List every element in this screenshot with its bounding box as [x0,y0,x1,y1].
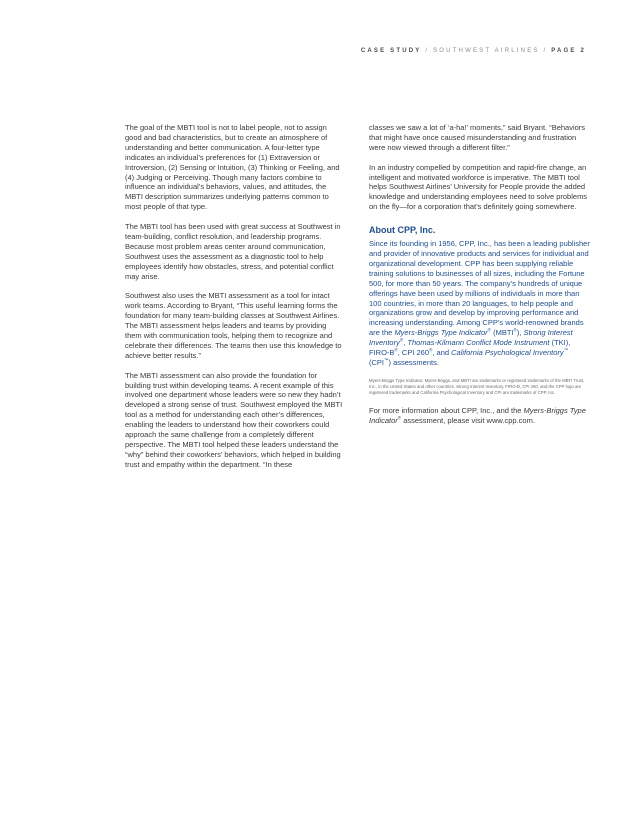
paragraph: The MBTI assessment can also provide the foundation for building trust within developing teams. A recent example of this involved one department whose leaders were so new they hadn’t developed a strong sense of trust. Southwest employed the MBTI tool as a method for understanding each other’s differences, enabling the leaders to understand how their coworkers could approach the same challenge from a completely different perspective. The MBTI tool helped these leaders understand the “why” behind their coworkers’ behaviors, which helped in building trust and empathy within the department. “In these [125,370,343,469]
brand-strong: Strong Interest Inventory [369,328,573,348]
brand-cpi: California Psychological Inventory [451,348,564,358]
about-heading: About CPP, Inc. [369,225,436,236]
paragraph: The goal of the MBTI tool is not to label people, not to assign good and bad characteristics, but to create an atmosphere of understanding and better communication. A four-letter type indicates an individual’s preferences for (1) Extraversion or Introversion, (2) Sensing or Intuition, (3) Thinking or Feeling, and (4) Judging or Perceiving. Though many factors combine to influence an individual’s behaviors, values, and attitudes, the MBTI description summarizes underlying patterns common to most people of that type. [125,123,340,212]
trademark-notice: Myers-Briggs Type Indicator, Myers-Briggs, and MBTI are trademarks or registered trademarks of the MBTI Trust, Inc., in the United States and other countries. Strong Interest Inventory, FIRO-B, CPI 260, and the CPP logo are registered trademarks and California Psychological Inventory and CPI are trademarks of CPP, Inc. [369,377,585,395]
paragraph: classes we saw a lot of ‘a-ha!’ moments,” said Bryant. “Behaviors that might have once caused misunderstanding and frustration were now viewed through a different filter.” [369,123,586,152]
right-column [369,123,591,426]
about-paragraph: Since its founding in 1956, CPP, Inc., has been a leading publisher and provider of innovative products and services for individual and organizational development. CPP has been supplying reliable training solutions to businesses of all sizes, including the Fortune 500, for more than 50 years. The company’s hundreds of unique offerings have been used by millions of individuals in more than 100 countries, in more than 20 languages, to help people and organizations grow and develop by improving performance and increasing understanding. Among CPP’s world-renowned brands are the Myers-Briggs Type Indicator® (MBTI®), Strong Interest Inventory®, Thomas-Kilmann Conflict Mode Instrument (TKI), FIRO-B®, CPI 260®, and California Psychological Inventory™ (CPI™) assessments. [369,239,590,368]
paragraph: Southwest also uses the MBTI assessment as a tool for intact work teams. According to Bryant, “This useful learning forms the foundation for many team-building classes at Southwest Airlines. The MBTI assessment helps leaders and teams by providing them with communication tools, helping them to recognize and celebrate their differences. The teams then use this knowledge to achieve better results.” [125,291,342,360]
brand-mbti: Myers-Briggs Type Indicator [369,405,586,425]
header-company: SOUTHWEST AIRLINES [433,48,540,54]
page-header [361,48,586,54]
brand-mbti: Myers-Briggs Type Indicator [394,328,488,338]
more-info-paragraph: For more information about CPP, Inc., and the Myers-Briggs Type Indicator® assessment, please visit www.cpp.com. [369,405,586,425]
paragraph: The MBTI tool has been used with great success at Southwest in team-building, conflict resolution, and leadership programs. Because most problem areas center around communication, Southwest uses the assessment as a diagnostic tool to help employees identify how obstacles, stress, and potential conflict may arise. [125,222,341,281]
header-separator: / [539,48,552,54]
brand-tki: Thomas-Kilmann Conflict Mode Instrument [407,338,550,348]
header-separator: / [421,48,434,54]
header-page-number: PAGE 2 [551,48,586,54]
header-label: CASE STUDY [360,48,422,54]
left-column [125,123,343,470]
paragraph: In an industry compelled by competition and rapid-fire change, an intelligent and motivated workforce is imperative. The MBTI tool helps Southwest Airlines’ University for People provide the added knowledge and understanding employees need to solve problems on the fly—for a corporation that’s definitely going somewhere. [369,162,588,212]
